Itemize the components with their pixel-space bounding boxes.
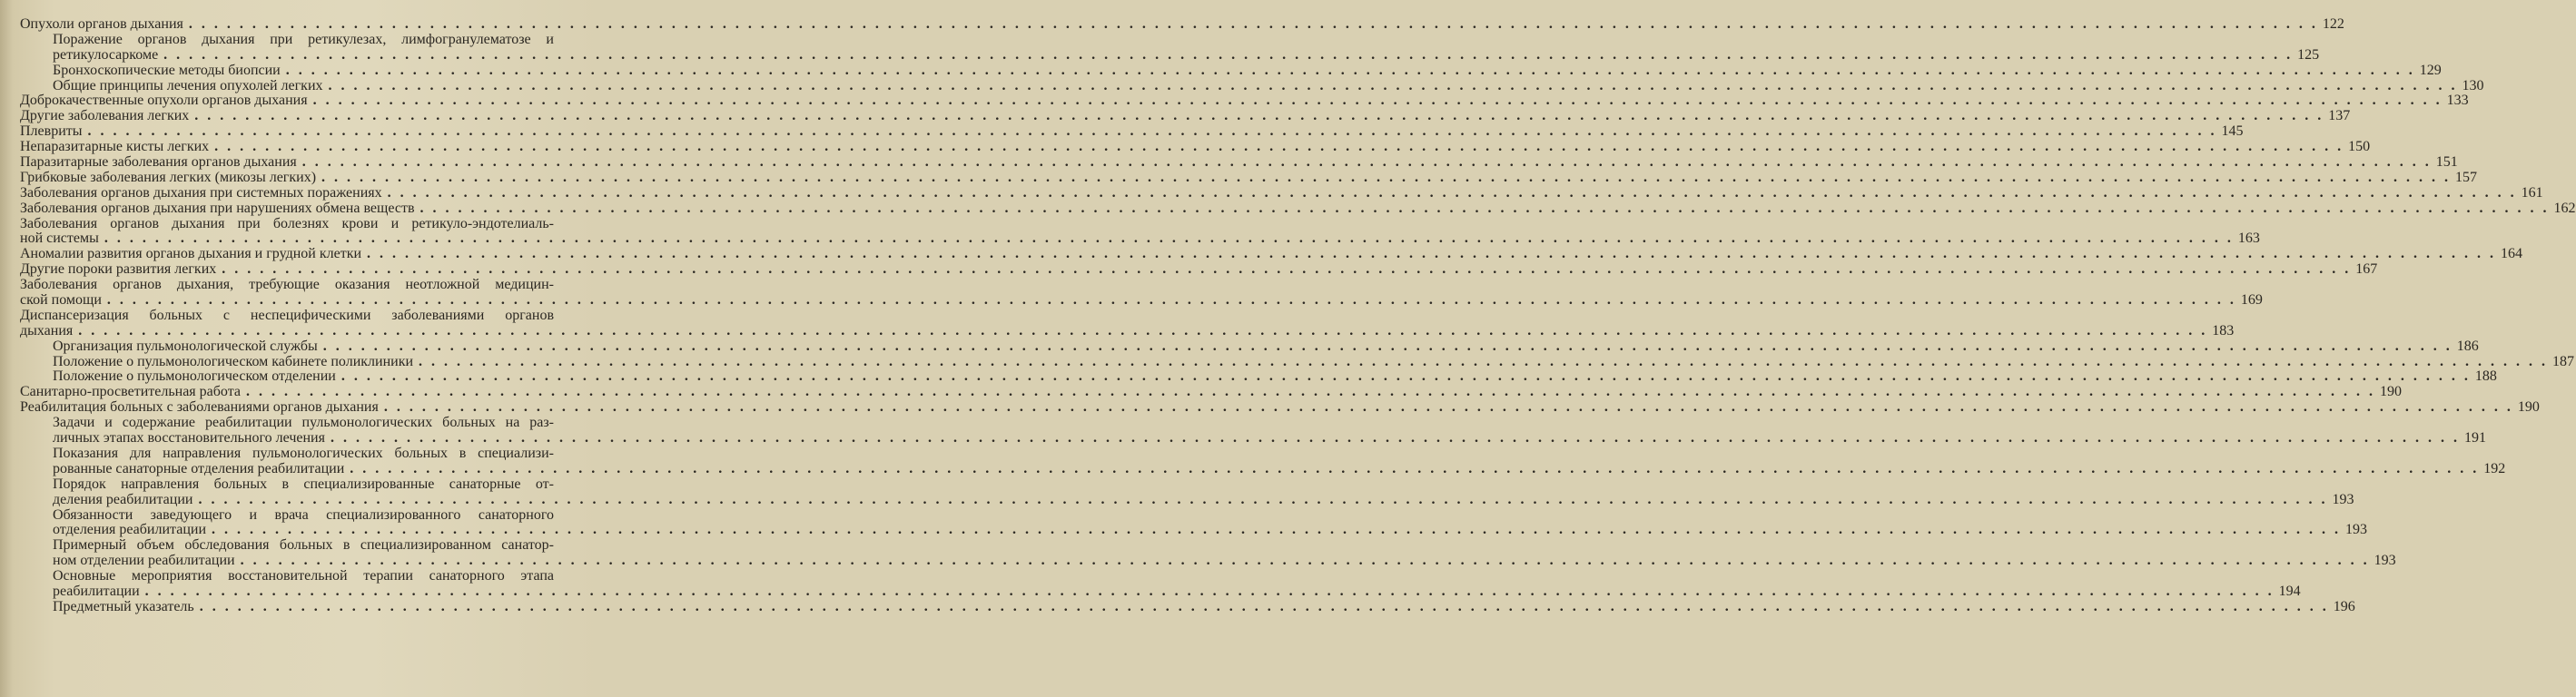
toc-entry-title: Задачи и содержание реабилитации пульмонологических больных на раз- bbox=[53, 415, 554, 431]
toc-page-number: 151 bbox=[2435, 154, 2458, 171]
toc-entry-line bbox=[20, 217, 583, 232]
toc-entry-title: Обязанности заведующего и врача специализированного санаторного bbox=[53, 506, 554, 523]
toc-entry-title: Заболевания органов дыхания при нарушениях обмена веществ bbox=[20, 200, 415, 216]
toc-entry-line bbox=[20, 508, 583, 524]
toc-entry-title: деления реабилитации bbox=[53, 491, 193, 507]
toc-entry-line bbox=[20, 184, 2543, 201]
toc-entry-title: Порядок направления больных в специализированные санаторные от- bbox=[53, 476, 554, 492]
toc-page-number: 194 bbox=[2278, 583, 2301, 599]
toc-entry-title: рованные санаторные отделения реабилитации bbox=[53, 460, 345, 476]
dot-leader bbox=[297, 155, 2429, 171]
toc-page-number: 145 bbox=[2221, 123, 2244, 140]
toc-entry-line bbox=[20, 460, 2506, 477]
toc-entry-line bbox=[20, 16, 2344, 33]
toc-entry-line bbox=[20, 447, 583, 462]
toc-entry-line bbox=[20, 169, 2478, 186]
toc-page-number: 186 bbox=[2456, 338, 2479, 354]
toc-entry-line bbox=[20, 430, 2486, 447]
dot-leader bbox=[183, 17, 2315, 33]
dot-leader bbox=[194, 600, 2326, 615]
dot-leader bbox=[415, 201, 2547, 217]
dot-leader bbox=[361, 247, 2493, 262]
dot-leader bbox=[99, 231, 2231, 247]
dot-leader bbox=[158, 48, 2290, 64]
dot-leader bbox=[382, 186, 2514, 201]
toc-entry-line bbox=[20, 231, 2260, 247]
toc-entry-title: Положение о пульмонологическом отделении bbox=[53, 368, 336, 385]
toc-entry-title: Паразитарные заболевания органов дыхания bbox=[20, 154, 297, 171]
toc-entry-line bbox=[20, 384, 2402, 400]
dot-leader bbox=[216, 262, 2348, 278]
toc-entry-line bbox=[20, 292, 2263, 309]
toc-page-number: 162 bbox=[2553, 200, 2576, 216]
toc-entry-title: Организация пульмонологической службы bbox=[53, 338, 318, 354]
toc-entry-line bbox=[20, 33, 583, 48]
toc-entry-title: Грибковые заболевания легких (микозы легких) bbox=[20, 169, 317, 185]
toc-entry-title: Другие заболевания легких bbox=[20, 108, 190, 124]
toc-entry-line bbox=[20, 139, 2371, 155]
toc-entry-line bbox=[20, 569, 583, 584]
toc-entry-title: Примерный объем обследования больных в специализированном санатор- bbox=[53, 537, 554, 554]
toc-entry-title: ном отделении реабилитации bbox=[53, 553, 235, 569]
toc-page-number: 192 bbox=[2483, 460, 2506, 476]
toc-entry-title: Положение о пульмонологическом кабинете поликлиники bbox=[53, 353, 414, 369]
toc-entry-title: Реабилитация больных с заболеваниями органов дыхания bbox=[20, 399, 379, 416]
toc-entry-line bbox=[20, 278, 583, 293]
toc-page-number: 167 bbox=[2355, 261, 2378, 278]
toc-entry-line bbox=[20, 399, 2540, 416]
toc-entry-line bbox=[20, 309, 583, 324]
toc-entry-title: Заболевания органов дыхания при болезнях крови и ретикуло-эндотелиаль- bbox=[20, 215, 554, 231]
toc-entry-line bbox=[20, 553, 2396, 569]
dot-leader bbox=[323, 79, 2455, 94]
toc-entry-title: дыхания bbox=[20, 322, 74, 339]
toc-page-number: 169 bbox=[2240, 292, 2263, 309]
toc-entry-line bbox=[20, 123, 2244, 140]
dot-leader bbox=[102, 293, 2234, 309]
toc-page-number: 191 bbox=[2463, 430, 2486, 447]
toc-entry-title: Заболевания органов дыхания, требующие оказания неотложной медицин- bbox=[20, 277, 554, 293]
toc-entry-line bbox=[20, 491, 2354, 508]
dot-leader bbox=[318, 339, 2450, 355]
toc-entry-line bbox=[20, 416, 583, 431]
toc-entry-title: Опухоли органов дыхания bbox=[20, 16, 183, 32]
toc-entry-title: Заболевания органов дыхания при системных поражениях bbox=[20, 184, 382, 201]
toc-page-number: 187 bbox=[2552, 353, 2575, 369]
toc-entry-title: Показания для направления пульмонологических больных в специализи- bbox=[53, 445, 554, 461]
dot-leader bbox=[379, 400, 2511, 416]
toc-page-number: 183 bbox=[2212, 322, 2235, 339]
dot-leader bbox=[209, 140, 2341, 155]
toc-page-number: 193 bbox=[2332, 491, 2354, 507]
dot-leader bbox=[235, 554, 2367, 569]
toc-entry-title: отделения реабилитации bbox=[53, 522, 207, 538]
toc-page-number: 137 bbox=[2328, 108, 2351, 124]
toc-entry-line bbox=[20, 598, 2355, 615]
toc-entry-line bbox=[20, 246, 2523, 262]
dot-leader bbox=[140, 584, 2272, 600]
toc-page-number: 125 bbox=[2297, 46, 2320, 63]
toc-entry-line bbox=[20, 200, 2576, 217]
dot-leader bbox=[73, 324, 2205, 339]
dot-leader bbox=[336, 369, 2468, 385]
toc-entry-line bbox=[20, 538, 583, 554]
table-of-contents bbox=[20, 16, 2576, 615]
dot-leader bbox=[206, 523, 2338, 538]
toc-page-number: 129 bbox=[2419, 62, 2442, 78]
toc-entry-title: Санитарно-просветительная работа bbox=[20, 384, 241, 400]
toc-entry-title: личных этапах восстановительного лечения bbox=[53, 430, 325, 447]
toc-page-number: 164 bbox=[2501, 246, 2523, 262]
dot-leader bbox=[281, 64, 2413, 79]
toc-entry-title: Аномалии развития органов дыхания и грудной клетки bbox=[20, 246, 362, 262]
toc-entry-line bbox=[20, 338, 2479, 355]
toc-page-number: 157 bbox=[2455, 169, 2478, 185]
toc-page-number: 190 bbox=[2379, 384, 2402, 400]
toc-entry-line bbox=[20, 261, 2378, 278]
dot-leader bbox=[241, 385, 2373, 400]
toc-entry-line bbox=[20, 353, 2575, 370]
toc-entry-line bbox=[20, 77, 2484, 94]
dot-leader bbox=[344, 462, 2476, 477]
toc-page-number: 150 bbox=[2348, 139, 2371, 155]
toc-entry-line bbox=[20, 322, 2235, 339]
toc-entry-title: Предметный указатель bbox=[53, 598, 194, 614]
dot-leader bbox=[308, 93, 2440, 109]
dot-leader bbox=[325, 431, 2457, 447]
toc-entry-line bbox=[20, 62, 2442, 79]
dot-leader bbox=[316, 171, 2448, 186]
toc-page-number: 133 bbox=[2446, 93, 2469, 109]
toc-entry-title: ской помощи bbox=[20, 292, 102, 309]
toc-entry-title: Основные мероприятия восстановительной терапии санаторного этапа bbox=[53, 568, 554, 584]
dot-leader bbox=[192, 493, 2324, 508]
toc-page-number: 190 bbox=[2517, 399, 2540, 416]
toc-entry-line bbox=[20, 368, 2497, 385]
toc-entry-title: Общие принципы лечения опухолей легких bbox=[53, 77, 323, 93]
toc-page-number: 122 bbox=[2322, 16, 2344, 32]
toc-entry-title: Непаразитарные кисты легких bbox=[20, 139, 210, 155]
toc-entry-line bbox=[20, 108, 2351, 124]
toc-entry-title: Доброкачественные опухоли органов дыхания bbox=[20, 93, 308, 109]
toc-page-number: 163 bbox=[2237, 231, 2260, 247]
toc-entry-title: реабилитации bbox=[53, 583, 140, 599]
toc-entry-title: Плевриты bbox=[20, 123, 83, 140]
toc-page-number: 193 bbox=[2374, 553, 2396, 569]
toc-page-number: 130 bbox=[2462, 77, 2484, 93]
dot-leader bbox=[189, 109, 2321, 124]
toc-entry-title: ной системы bbox=[20, 231, 99, 247]
toc-entry-line bbox=[20, 477, 583, 493]
toc-entry-title: Другие пороки развития легких bbox=[20, 261, 217, 278]
dot-leader bbox=[413, 355, 2545, 370]
toc-entry-title: Бронхоскопические методы биопсии bbox=[53, 62, 281, 78]
toc-entry-title: ретикулосаркоме bbox=[53, 46, 159, 63]
toc-entry-title: Поражение органов дыхания при ретикулезах, лимфогранулематозе и bbox=[53, 31, 554, 47]
toc-entry-line bbox=[20, 93, 2469, 109]
toc-entry-title: Диспансеризация больных с неспецифическими заболеваниями органов bbox=[20, 307, 554, 323]
toc-page-number: 188 bbox=[2474, 368, 2497, 385]
toc-entry-line bbox=[20, 583, 2301, 600]
dot-leader bbox=[83, 124, 2215, 140]
toc-entry-line bbox=[20, 154, 2458, 171]
toc-page-number: 196 bbox=[2333, 598, 2355, 614]
toc-page-number: 193 bbox=[2345, 522, 2368, 538]
toc-entry-line bbox=[20, 46, 2320, 64]
toc-entry-line bbox=[20, 522, 2368, 538]
toc-page-number: 161 bbox=[2521, 184, 2543, 201]
